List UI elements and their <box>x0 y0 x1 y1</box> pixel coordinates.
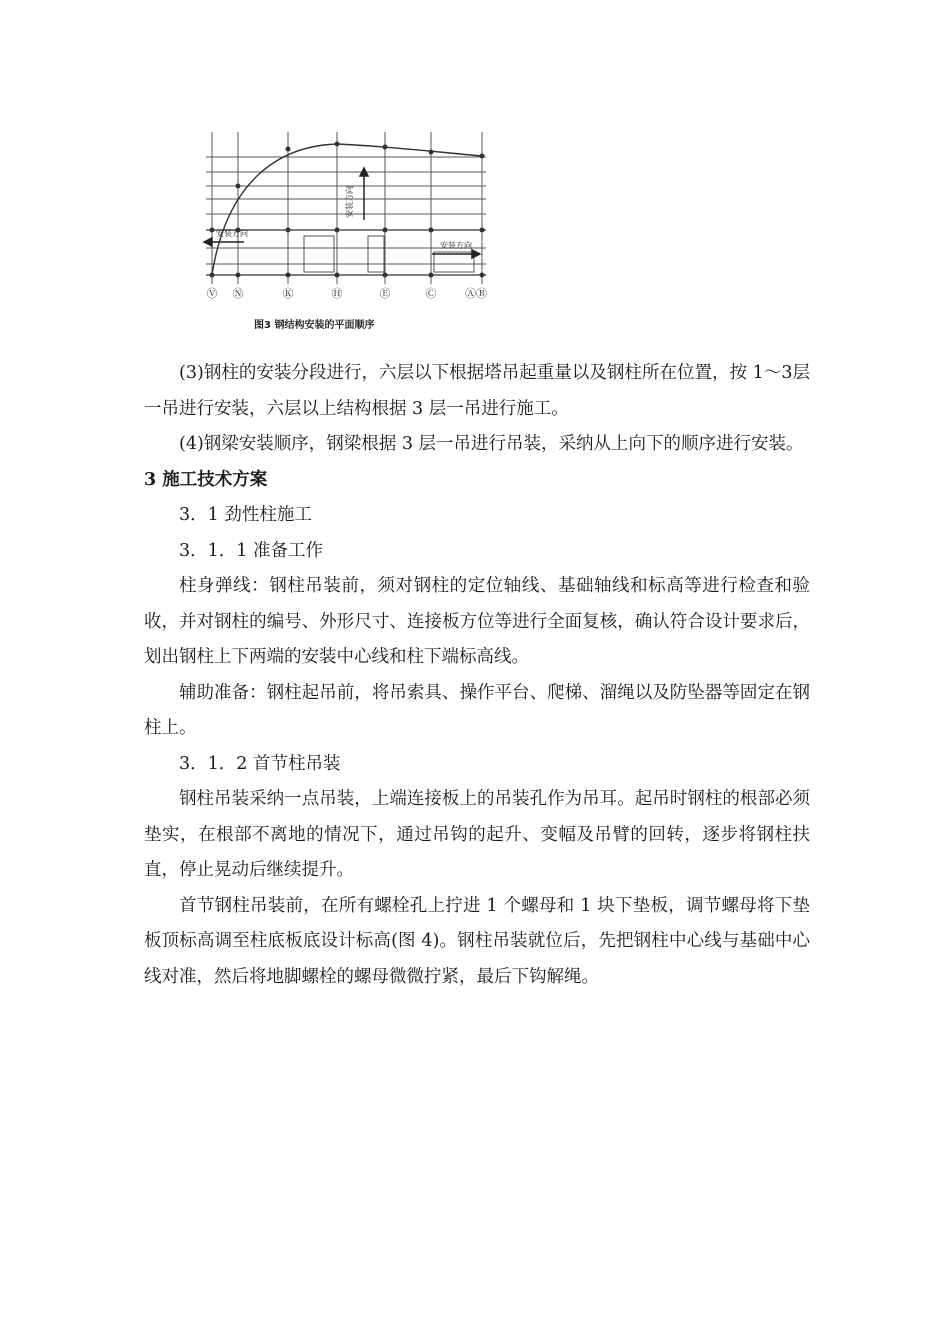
subsubsection-heading: 3．1．1 准备工作 <box>179 540 323 561</box>
vertical-arrow-label: 安装方向 <box>345 186 354 218</box>
paragraph-column-marking: 柱身弹线：钢柱吊装前，须对钢柱的定位轴线、基础轴线和标高等进行检查和验收，并对钢柱的编号、外形尺寸、连接板方位等进行全面复核，确认符合设计要求后，划出钢柱上下两端的安装中心线和柱下端标高线。 <box>144 576 810 667</box>
paragraph-steel-column-segments: (3)钢柱的安装分段进行，六层以下根据塔吊起重量以及钢柱所在位置，按 1～3层一吊进行安装，六层以上结构根据 3 层一吊进行施工。 <box>144 363 810 419</box>
right-arrow-label: 安装方向 <box>440 241 472 250</box>
figure-caption: 图3 钢结构安装的平面顺序 <box>254 320 375 331</box>
axis-label: Ⓗ <box>331 287 343 300</box>
axis-label: Ⓥ <box>206 287 218 300</box>
steel-structure-plan-figure <box>196 124 496 336</box>
section-heading: 3 施工技术方案 <box>144 469 268 490</box>
subsection-heading: 3．1 劲性柱施工 <box>179 505 312 525</box>
subsubsection-heading: 3．1．2 首节柱吊装 <box>179 753 341 774</box>
axis-label: Ⓝ <box>232 287 244 300</box>
axis-label: ⒶⒷ <box>465 287 487 300</box>
paragraph-steel-beam-order: (4)钢梁安装顺序，钢梁根据 3 层一吊进行吊装，采纳从上向下的顺序进行安装。 <box>179 434 804 454</box>
paragraph-auxiliary-prep: 辅助准备：钢柱起吊前，将吊索具、操作平台、爬梯、溜绳以及防坠器等固定在钢柱上。 <box>144 682 810 738</box>
axis-label: Ⓚ <box>282 287 294 300</box>
axis-label: Ⓔ <box>379 287 391 300</box>
axis-label: Ⓒ <box>425 287 437 300</box>
body-text <box>144 356 810 995</box>
left-arrow-label: 安装方向 <box>216 229 248 238</box>
paragraph-first-column-lifting: 首节钢柱吊装前，在所有螺栓孔上拧进 1 个螺母和 1 块下垫板，调节螺母将下垫板顶标高调至柱底板底设计标高(图 4)。钢柱吊装就位后，先把钢柱中心线与基础中心线对准，然后将地脚螺栓的螺母微微拧紧，最后下钩解绳。 <box>144 895 810 987</box>
paragraph-one-point-lifting: 钢柱吊装采纳一点吊装，上端连接板上的吊装孔作为吊耳。起吊时钢柱的根部必须垫实，在根部不离地的情况下，通过吊钩的起升、变幅及吊臂的回转，逐步将钢柱扶直，停止晃动后继续提升。 <box>144 789 810 880</box>
plan-drawing <box>196 124 496 336</box>
